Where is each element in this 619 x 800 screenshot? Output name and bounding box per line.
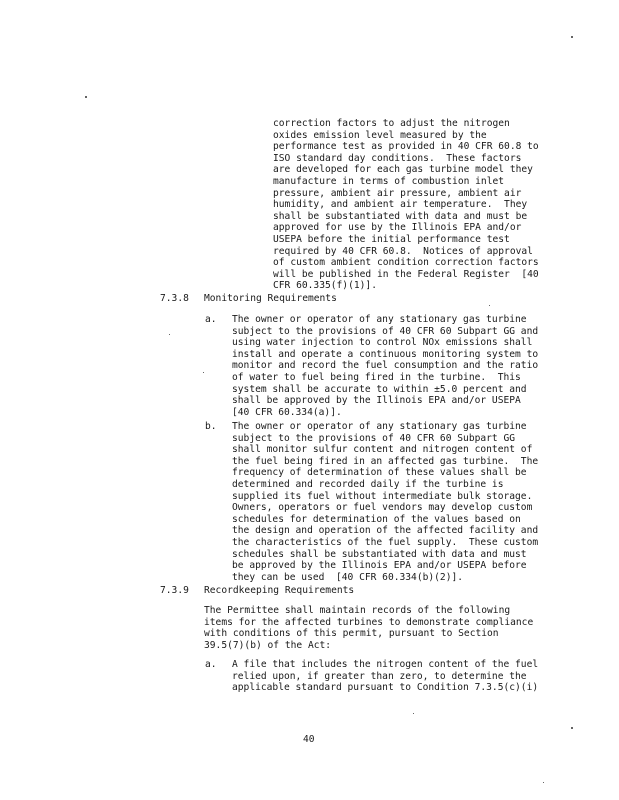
scan-speck <box>169 334 170 335</box>
scan-speck <box>203 372 204 373</box>
scan-speck <box>489 305 490 306</box>
scan-speck <box>85 96 87 98</box>
recordkeeping-intro-paragraph: The Permittee shall maintain records of the following items for the affected turbines to demonstrate compliance with conditions of this permit, pursuant to Section 39.5(7)(b) of the Act: <box>204 605 534 651</box>
scan-speck <box>543 782 544 783</box>
section-heading-monitoring: Monitoring Requirements <box>204 293 337 304</box>
section-heading-recordkeeping: Recordkeeping Requirements <box>204 585 355 596</box>
section-number-7-3-8: 7.3.8 <box>160 293 189 304</box>
item-label-a-recordkeeping: a. <box>205 659 217 670</box>
item-text-monitoring-b: The owner or operator of any stationary gas turbine subject to the provisions of 40 CFR 60 Subpart GG shall monitor sulfur content and nitrogen content of the fuel being fired in an affected gas turbine. The frequency of determination of these values shall be determined and recorded daily if the turbine is supplied its fuel without intermediate bulk storage. Owners, operators or fuel vendors may develop custom schedules for determination of the values based on the design and operation of the affected facility and the characteristics of the fuel supply. These custom schedules shall be substantiated with data and must be approved by the Illinois EPA and/or USEPA before they can be used [40 CFR 60.334(b)(2)]. <box>232 421 539 583</box>
scan-speck <box>413 713 414 714</box>
item-label-a: a. <box>205 314 217 325</box>
continuation-paragraph: correction factors to adjust the nitrogen oxides emission level measured by the performance test as provided in 40 CFR 60.8 to ISO standard day conditions. These factors are developed for each gas turbine model they manufacture in terms of combustion inlet pressure, ambient air pressure, ambient air humidity, and ambient air temperature. They shall be substantiated with data and must be approved for use by the Illinois EPA and/or USEPA before the initial performance test required by 40 CFR 60.8. Notices of approval of custom ambient condition correction factors will be published in the Federal Register [40 CFR 60.335(f)(1)]. <box>273 118 539 292</box>
scan-speck <box>571 727 573 729</box>
item-label-b: b. <box>205 421 217 432</box>
page-number: 40 <box>303 734 315 745</box>
scan-speck <box>571 36 573 38</box>
section-number-7-3-9: 7.3.9 <box>160 585 189 596</box>
item-text-recordkeeping-a: A file that includes the nitrogen content of the fuel relied upon, if greater than zero, to determine the applicable standard pursuant to Condition 7.3.5(c)(i) <box>232 659 539 694</box>
item-text-monitoring-a: The owner or operator of any stationary gas turbine subject to the provisions of 40 CFR 60 Subpart GG and using water injection to control NOx emissions shall install and operate a continuous monitoring system to monitor and record the fuel consumption and the ratio of water to fuel being fired in the turbine. This system shall be accurate to within ±5.0 percent and shall be approved by the Illinois EPA and/or USEPA [40 CFR 60.334(a)]. <box>232 314 539 418</box>
